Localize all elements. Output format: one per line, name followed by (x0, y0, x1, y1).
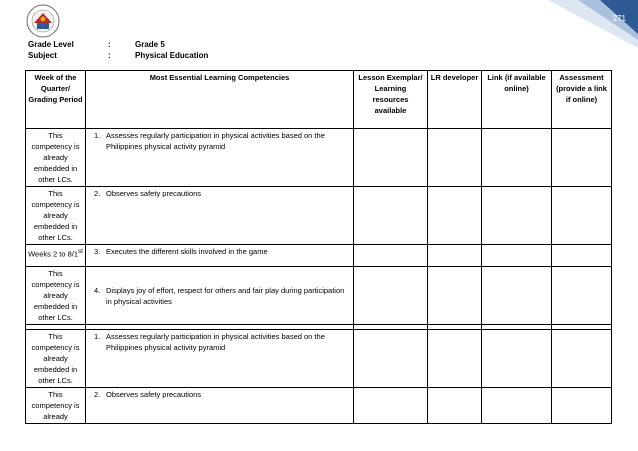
grade-level-value: Grade 5 (135, 40, 165, 49)
competency-cell (86, 245, 354, 267)
competency-text: Observes safety precautions (106, 390, 202, 399)
lesson-exemplar-cell (354, 245, 428, 267)
link-cell (482, 129, 552, 187)
col-header-week: Week of the Quarter/ Grading Period (26, 71, 86, 129)
lr-developer-cell (428, 129, 482, 187)
competency-number: 2. (94, 390, 101, 399)
competency-cell (86, 129, 354, 187)
competency-text: Observes safety precautions (106, 189, 202, 198)
link-cell (482, 267, 552, 325)
link-cell (482, 330, 552, 388)
week-cell: This competency is already (26, 388, 86, 424)
lr-developer-cell (428, 330, 482, 388)
assessment-cell (552, 187, 612, 245)
grade-level-colon: : (108, 40, 111, 49)
lesson-exemplar-cell (354, 129, 428, 187)
col-header-link: Link (if available online) (482, 71, 552, 129)
competency-cell (86, 187, 354, 245)
competency-cell (86, 330, 354, 388)
link-cell (482, 187, 552, 245)
lr-developer-cell (428, 267, 482, 325)
week-cell: This competency is already embedded in other LCs. (26, 129, 86, 187)
table-row (26, 187, 612, 245)
competency-number: 1. (94, 332, 101, 341)
week-cell: This competency is already embedded in other LCs. (26, 267, 86, 325)
lesson-exemplar-cell (354, 267, 428, 325)
competency-number: 2. (94, 189, 101, 198)
table-row (26, 330, 612, 388)
deped-seal-icon (26, 4, 60, 38)
lr-developer-cell (428, 388, 482, 424)
competency-table (25, 70, 612, 424)
assessment-cell (552, 388, 612, 424)
competency-text: Assesses regularly participation in physical activities based on the Philippines physical activity pyramid (106, 332, 325, 352)
col-header-competencies: Most Essential Learning Competencies (86, 71, 354, 129)
competency-text: Displays joy of effort, respect for others and fair play during participation in physical activities (106, 285, 345, 306)
competency-text: Assesses regularly participation in physical activities based on the Philippines physical activity pyramid (106, 131, 325, 151)
subject-label: Subject (28, 51, 57, 60)
competency-cell (86, 388, 354, 424)
col-header-lr-developer: LR developer (428, 71, 482, 129)
competency-number: 1. (94, 131, 101, 140)
subject-colon: : (108, 51, 111, 60)
table-row (26, 129, 612, 187)
link-cell (482, 245, 552, 267)
competency-text: Executes the different skills involved in the game (106, 247, 268, 256)
link-cell (482, 388, 552, 424)
grade-level-label: Grade Level (28, 40, 74, 49)
competency-cell (86, 267, 354, 325)
lesson-exemplar-cell (354, 388, 428, 424)
assessment-cell (552, 330, 612, 388)
lesson-exemplar-cell (354, 330, 428, 388)
assessment-cell (552, 245, 612, 267)
table-row (26, 245, 612, 267)
assessment-cell (552, 129, 612, 187)
week-cell: This competency is already embedded in other LCs. (26, 187, 86, 245)
table-header-row (26, 71, 612, 129)
table-row (26, 267, 612, 325)
competency-number: 3. (94, 247, 101, 256)
col-header-assessment: Assessment (provide a link if online) (552, 71, 612, 129)
week-cell: Weeks 2 to 8/1st (26, 245, 86, 267)
col-header-lesson-exemplar: Lesson Exemplar/ Learning resources available (354, 71, 428, 129)
competency-number: 4. (94, 285, 101, 295)
assessment-cell (552, 267, 612, 325)
lr-developer-cell (428, 245, 482, 267)
lesson-exemplar-cell (354, 187, 428, 245)
subject-value: Physical Education (135, 51, 209, 60)
page-number: 271 (612, 14, 626, 23)
table-row (26, 388, 612, 424)
week-cell: This competency is already embedded in other LCs. (26, 330, 86, 388)
corner-decoration (508, 0, 638, 48)
lr-developer-cell (428, 187, 482, 245)
